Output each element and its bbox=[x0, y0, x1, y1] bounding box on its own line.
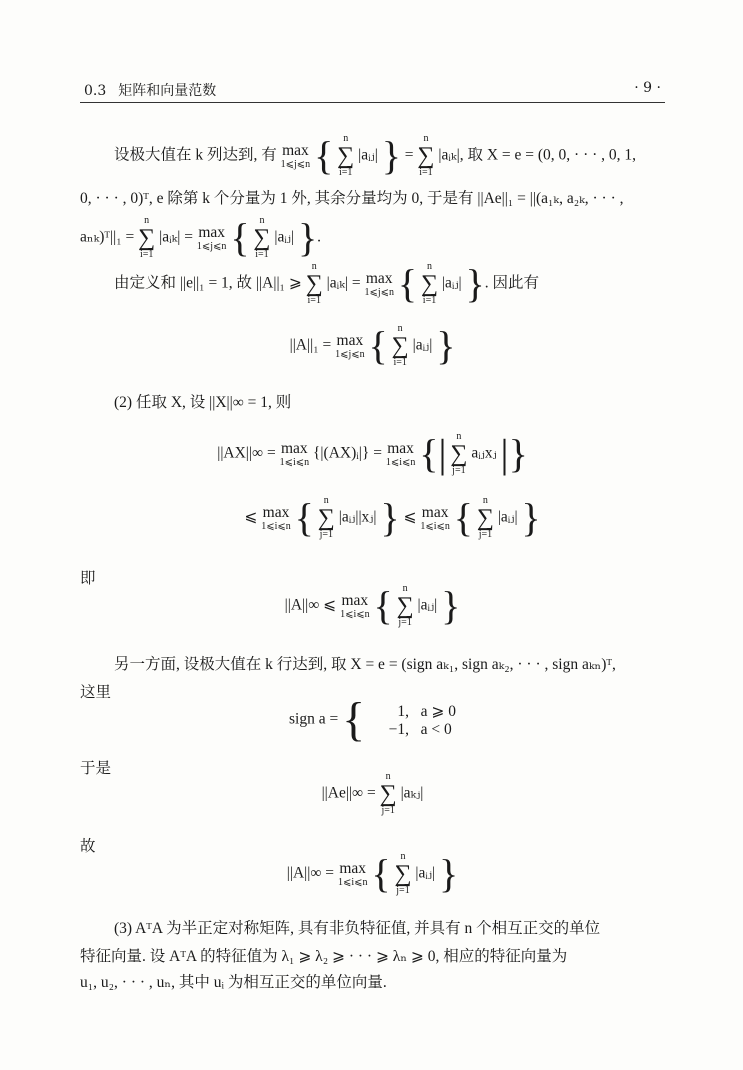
p1-line1 bbox=[114, 134, 665, 178]
sum-op bbox=[392, 324, 409, 368]
lbrace: { bbox=[230, 215, 250, 260]
case-1-value: 1, bbox=[397, 702, 409, 720]
sum-sign: ∑ bbox=[391, 333, 409, 359]
sum-top: n bbox=[456, 431, 462, 442]
max-op bbox=[281, 142, 311, 170]
max-op bbox=[420, 504, 450, 532]
running-header bbox=[80, 78, 665, 103]
p2-text-b: . 因此有 bbox=[484, 274, 539, 292]
equation-Ae-inf bbox=[80, 772, 665, 816]
case-2-cond: a < 0 bbox=[420, 720, 452, 738]
lbrace: { bbox=[368, 323, 388, 368]
lbrace: { bbox=[373, 583, 393, 628]
sum-top: n bbox=[482, 495, 488, 506]
rbrace: } bbox=[465, 261, 485, 306]
abs-aij: |aᵢⱼ| bbox=[274, 228, 295, 246]
sum-op bbox=[318, 496, 335, 540]
eq3-lhs: ||A||∞ ⩽ bbox=[284, 596, 337, 614]
rbrace: } bbox=[381, 133, 401, 178]
sum-top: n bbox=[144, 215, 150, 226]
abs-aij: |aᵢⱼ| bbox=[441, 274, 462, 292]
p4-line1: (3) AᵀA 为半正定对称矩阵, 具有非负特征值, 并具有 n 个相互正交的单位 bbox=[114, 920, 601, 937]
sum-op bbox=[138, 216, 155, 260]
p1-line3-text: aₙₖ)ᵀ||₁ = bbox=[80, 228, 135, 246]
sum-sign: ∑ bbox=[379, 781, 397, 807]
case-1 bbox=[369, 702, 456, 721]
rbrace: } bbox=[508, 431, 528, 476]
max-sub: 1⩽j⩽n bbox=[196, 241, 227, 253]
sum-sign: ∑ bbox=[317, 505, 335, 531]
sum-bottom: i=1 bbox=[422, 295, 437, 306]
sum-op bbox=[477, 496, 494, 540]
abs-aij: |aᵢⱼ| bbox=[415, 864, 436, 882]
p2-text-a: 由定义和 ||e||₁ = 1, 故 ||A||₁ ⩾ bbox=[114, 274, 302, 292]
sign-definition bbox=[80, 693, 665, 746]
sum-top: n bbox=[397, 323, 403, 334]
max-op bbox=[338, 860, 368, 888]
sum-top: n bbox=[427, 261, 432, 272]
max-sub: 1⩽j⩽n bbox=[280, 159, 311, 171]
sum-sign: ∑ bbox=[138, 225, 156, 251]
sum-op bbox=[421, 262, 438, 306]
sum-bottom: i=1 bbox=[393, 357, 407, 368]
sum-op bbox=[397, 584, 414, 628]
sum-op bbox=[253, 216, 270, 260]
max-op bbox=[386, 440, 416, 468]
p4-line2: 特征向量. 设 AᵀA 的特征值为 λ₁ ⩾ λ₂ ⩾ · · · ⩾ λₙ ⩾ 0, 相应的特征向量为 bbox=[80, 948, 568, 965]
sum-bottom: j=1 bbox=[319, 529, 334, 540]
sum-top: n bbox=[311, 261, 317, 272]
eq2-mid: {|(AX)ᵢ|} = bbox=[312, 444, 382, 462]
rbrace: } bbox=[436, 323, 456, 368]
lbrace: { bbox=[453, 495, 473, 540]
sum-bottom: i=1 bbox=[419, 167, 433, 178]
sum-top: n bbox=[400, 851, 406, 862]
aij-xj: aᵢⱼxⱼ bbox=[471, 444, 497, 462]
section-heading bbox=[84, 80, 216, 100]
max-sub: 1⩽i⩽n bbox=[340, 609, 370, 621]
abs-aij: |aᵢⱼ| bbox=[497, 508, 518, 526]
sum-sign: ∑ bbox=[305, 271, 323, 297]
max-op bbox=[280, 440, 310, 468]
case-2 bbox=[369, 721, 456, 739]
abs-aik: |aᵢₖ| bbox=[326, 274, 348, 292]
sum-top: n bbox=[343, 133, 349, 144]
sum-sign: ∑ bbox=[253, 225, 271, 251]
sum-top: n bbox=[423, 133, 429, 144]
max-sub: 1⩽i⩽n bbox=[385, 457, 416, 469]
p1-text-a: 设极大值在 k 列达到, 有 bbox=[114, 146, 277, 164]
lbrace: { bbox=[371, 851, 391, 896]
max-sub: 1⩽i⩽n bbox=[420, 521, 450, 533]
sum-top: n bbox=[385, 771, 391, 782]
cases-brace: { bbox=[342, 693, 366, 746]
equation-inf-line2 bbox=[80, 496, 665, 540]
rbrace: } bbox=[441, 583, 461, 628]
max-label: max bbox=[341, 591, 369, 609]
sum-sign: ∑ bbox=[396, 593, 414, 619]
max-op bbox=[261, 504, 291, 532]
p3-line2: 这里 bbox=[80, 684, 112, 701]
sum-bottom: j=1 bbox=[398, 617, 412, 628]
max-sub: 1⩽i⩽n bbox=[337, 877, 368, 889]
sum-bottom: i=1 bbox=[255, 249, 269, 260]
rbrace: } bbox=[521, 495, 541, 540]
rbar: | bbox=[500, 431, 509, 476]
p1-line2: 0, · · · , 0)ᵀ, e 除第 k 个分量为 1 外, 其余分量均为 0, 于是有 ||Ae||₁ = ||(a₁ₖ, a₂ₖ, · · · , bbox=[80, 190, 624, 207]
abs-aij: |aᵢⱼ| bbox=[358, 146, 378, 164]
lbrace: { bbox=[419, 431, 439, 476]
sum-bottom: j=1 bbox=[396, 885, 410, 896]
p3-line1: 另一方面, 设极大值在 k 行达到, 取 X = e = (sign aₖ₁, sign aₖ₂, · · · , sign aₖₙ)ᵀ, bbox=[114, 656, 616, 673]
sum-bottom: i=1 bbox=[139, 249, 154, 260]
max-label: max bbox=[365, 269, 393, 287]
p1-text-b: , 取 X = e = (0, 0, · · · , 0, 1, bbox=[459, 146, 637, 164]
abs-akj: |aₖⱼ| bbox=[400, 784, 424, 802]
lbrace: { bbox=[294, 495, 314, 540]
max-op bbox=[364, 270, 394, 298]
eq1-lhs: ||A||₁ = bbox=[289, 336, 332, 354]
rbrace: } bbox=[439, 851, 459, 896]
sum-op bbox=[337, 134, 354, 178]
max-sub: 1⩽j⩽n bbox=[364, 287, 394, 299]
abs-aik: |aᵢₖ| bbox=[438, 146, 460, 164]
sum-bottom: j=1 bbox=[452, 465, 466, 476]
abs-aij: |aᵢⱼ| bbox=[412, 336, 433, 354]
max-label: max bbox=[421, 503, 449, 521]
max-sub: 1⩽i⩽n bbox=[279, 457, 310, 469]
sum-op bbox=[394, 852, 411, 896]
sum-sign: ∑ bbox=[417, 143, 435, 169]
equation-norm-1 bbox=[80, 324, 665, 368]
max-label: max bbox=[198, 223, 225, 241]
word-gu: 故 bbox=[80, 838, 96, 855]
sum-top: n bbox=[259, 215, 265, 226]
max-label: max bbox=[282, 141, 309, 159]
max-sub: 1⩽j⩽n bbox=[335, 349, 365, 361]
sum-sign: ∑ bbox=[476, 505, 494, 531]
max-op bbox=[340, 592, 370, 620]
section-number: 0.3 bbox=[84, 83, 107, 99]
p1-line3: aₙₖ)ᵀ||₁ = n ∑ i=1 |aᵢₖ| = max 1⩽j⩽n { n ∑ i=1 |aᵢⱼ| }. bbox=[80, 215, 322, 260]
max-label: max bbox=[339, 859, 367, 877]
sum-op bbox=[450, 432, 467, 476]
lbrace: { bbox=[397, 261, 418, 306]
eq4-lhs: ||Ae||∞ = bbox=[321, 784, 376, 802]
sign-lhs: sign a = bbox=[288, 710, 339, 728]
max-op bbox=[197, 224, 227, 252]
lbar: | bbox=[438, 431, 447, 476]
sum-op bbox=[306, 262, 323, 306]
sum-op bbox=[380, 772, 397, 816]
eq2-le: ⩽ bbox=[244, 508, 258, 526]
equals: = bbox=[184, 228, 194, 246]
max-label: max bbox=[280, 439, 308, 457]
lbrace: { bbox=[314, 133, 334, 178]
page-number: · 9 · bbox=[634, 80, 661, 96]
max-label: max bbox=[387, 439, 414, 457]
word-ji: 即 bbox=[80, 570, 96, 587]
sum-sign: ∑ bbox=[394, 861, 412, 887]
sum-bottom: i=1 bbox=[338, 167, 353, 178]
sum-bottom: j=1 bbox=[478, 529, 493, 540]
max-sub: 1⩽i⩽n bbox=[261, 521, 291, 533]
le: ⩽ bbox=[403, 508, 417, 526]
equals: = bbox=[351, 274, 361, 292]
sum-op bbox=[417, 134, 434, 178]
equation-inf-line1 bbox=[80, 432, 665, 476]
sum-sign: ∑ bbox=[420, 271, 439, 297]
abs-aik: |aᵢₖ| bbox=[159, 228, 181, 246]
eq2-lhs: ||AX||∞ = bbox=[217, 444, 276, 462]
word-yushi: 于是 bbox=[80, 760, 112, 777]
cases-block bbox=[369, 702, 456, 739]
max-op bbox=[335, 332, 365, 360]
equation-inf-norm bbox=[80, 852, 665, 896]
p4-line3: u₁, u₂, · · · , uₙ, 其中 uᵢ 为相互正交的单位向量. bbox=[80, 974, 387, 991]
rbrace: } bbox=[380, 495, 400, 540]
sum-top: n bbox=[402, 583, 408, 594]
case-2-value: −1, bbox=[388, 720, 409, 738]
rbrace: } bbox=[297, 215, 318, 260]
sum-sign: ∑ bbox=[337, 143, 355, 169]
sum-bottom: i=1 bbox=[307, 295, 321, 306]
abs-aij: |aᵢⱼ| bbox=[417, 596, 438, 614]
equals: = bbox=[404, 146, 414, 164]
max-label: max bbox=[262, 503, 290, 521]
sum-bottom: j=1 bbox=[381, 805, 395, 816]
equation-inf-bound bbox=[80, 584, 665, 628]
max-label: max bbox=[336, 331, 364, 349]
eq5-lhs: ||A||∞ = bbox=[286, 864, 335, 882]
sum-top: n bbox=[323, 495, 329, 506]
abs-aij-xj: |aᵢⱼ||xⱼ| bbox=[338, 508, 377, 526]
p2-line bbox=[114, 262, 665, 306]
item-2-line: (2) 任取 X, 设 ||X||∞ = 1, 则 bbox=[114, 394, 292, 411]
sum-sign: ∑ bbox=[450, 441, 468, 467]
page-body bbox=[80, 104, 665, 1030]
case-1-cond: a ⩾ 0 bbox=[420, 702, 456, 720]
section-title: 矩阵和向量范数 bbox=[118, 83, 217, 99]
